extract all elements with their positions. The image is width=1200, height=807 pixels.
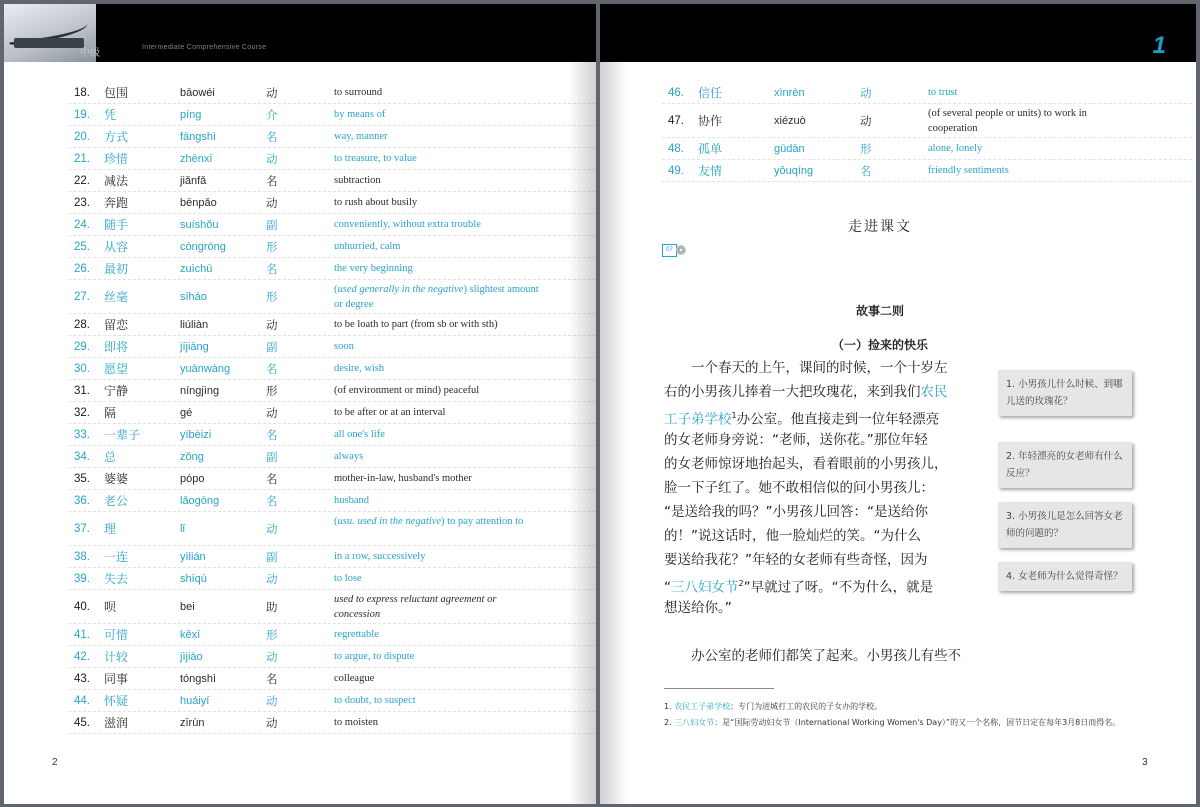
paragraph-line: 要送给我花？”年轻的女老师有些奇怪，因为 <box>664 552 928 568</box>
vocab-hanzi: 怀疑 <box>104 694 129 708</box>
vocab-part-of-speech: 形 <box>266 240 278 254</box>
vocab-hanzi: 计较 <box>104 650 129 664</box>
vocab-pinyin: yǒuqíng <box>774 165 814 177</box>
vocab-definition: subtraction <box>334 175 381 186</box>
vocab-row <box>68 490 596 512</box>
vocab-number: 34. <box>74 451 90 463</box>
right-page <box>600 4 1196 804</box>
cd-icon <box>676 245 686 255</box>
vocab-pinyin: yuànwàng <box>180 363 231 375</box>
vocab-part-of-speech: 动 <box>266 650 278 664</box>
vocab-number: 46. <box>668 87 684 99</box>
question-box: 1. 小男孩儿什么时候、到哪儿送的玫瑰花？ <box>998 370 1132 416</box>
vocab-number: 36. <box>74 495 90 507</box>
vocab-definition: (used generally in the negative) slightest amount or degree <box>334 284 539 310</box>
vocab-row <box>662 104 1192 138</box>
vocab-hanzi: 愿望 <box>104 362 129 376</box>
vocab-definition: by means of <box>334 109 386 120</box>
glossed-term: 工子弟学校 <box>664 411 732 428</box>
vocab-part-of-speech: 动 <box>266 572 278 586</box>
vocab-pinyin: bāowéi <box>180 87 215 99</box>
vocab-hanzi: 一连 <box>104 550 129 564</box>
paragraph-line: 办公室的老师们都笑了起来。小男孩儿有些不 <box>664 648 961 664</box>
vocab-number: 21. <box>74 153 90 165</box>
vocab-row <box>68 104 596 126</box>
paragraph-line: 的女老师身旁说：“老师，送你花。”那位年轻 <box>664 432 928 448</box>
vocab-row <box>68 690 596 712</box>
vocab-number: 47. <box>668 115 684 127</box>
vocab-number: 33. <box>74 429 90 441</box>
vocab-definition: to doubt, to suspect <box>334 695 416 706</box>
vocab-hanzi: 奔跑 <box>104 196 129 210</box>
vocab-pinyin: yíbèizi <box>180 429 212 441</box>
vocab-hanzi: 理 <box>104 522 117 536</box>
vocab-pinyin: lǎogōng <box>180 495 220 507</box>
vocab-hanzi: 丝毫 <box>104 290 129 304</box>
vocab-part-of-speech: 动 <box>860 114 872 128</box>
vocab-row <box>662 160 1192 182</box>
vocab-number: 22. <box>74 175 90 187</box>
vocab-pinyin: shīqù <box>180 573 207 585</box>
vocab-part-of-speech: 副 <box>266 340 278 354</box>
vocab-pinyin: jíjiāng <box>180 341 209 353</box>
vocab-hanzi: 从容 <box>104 240 129 254</box>
vocab-pinyin: suíshǒu <box>180 219 219 231</box>
vocab-number: 42. <box>74 651 90 663</box>
vocab-hanzi: 一辈子 <box>104 428 141 442</box>
vocab-part-of-speech: 副 <box>266 218 278 232</box>
vocab-hanzi: 总 <box>104 450 117 464</box>
vocab-pinyin: zīrùn <box>180 717 205 729</box>
vocab-number: 31. <box>74 385 90 397</box>
vocab-part-of-speech: 形 <box>266 628 278 642</box>
vocab-pinyin: zuìchū <box>180 263 213 275</box>
vocab-definition: colleague <box>334 673 375 684</box>
vocab-pinyin: xìnrèn <box>774 87 805 99</box>
vocab-definition: to treasure, to value <box>334 153 417 164</box>
vocab-definition: to rush about busily <box>334 197 418 208</box>
vocab-pinyin: jiǎnfǎ <box>180 175 207 187</box>
vocab-hanzi: 珍惜 <box>104 152 129 166</box>
vocab-hanzi: 可惜 <box>104 628 129 642</box>
vocab-pinyin: píng <box>180 109 202 121</box>
vocab-pinyin: zǒng <box>180 451 204 463</box>
vocab-definition: (of several people or units) to work in cooperation <box>928 108 1087 134</box>
header-bar-right <box>600 4 1196 62</box>
vocab-definition: unhurried, calm <box>334 241 401 252</box>
vocab-number: 30. <box>74 363 90 375</box>
vocab-definition: desire, wish <box>334 363 385 374</box>
vocab-part-of-speech: 名 <box>266 362 278 376</box>
vocab-row <box>68 192 596 214</box>
story-title: 故事二则 <box>855 304 904 318</box>
footnote-term: 农民工子弟学校 <box>674 702 731 711</box>
paragraph-line: “三八妇女节$^2$”早就过了呀。“不为什么，就是 <box>664 579 934 596</box>
vocab-pinyin: gūdān <box>774 143 805 155</box>
vocab-pinyin: níngjìng <box>180 385 220 397</box>
vocab-row <box>68 646 596 668</box>
vocab-definition: used to express reluctant agreement or concession <box>334 594 497 620</box>
vocab-definition: to lose <box>334 573 362 584</box>
vocab-part-of-speech: 动 <box>266 694 278 708</box>
vocab-hanzi: 最初 <box>104 262 129 276</box>
paragraph-line: 脸一下子红了。她不敢相信似的问小男孩儿： <box>664 480 934 496</box>
vocab-definition: alone, lonely <box>928 143 983 154</box>
vocab-row <box>662 82 1192 104</box>
vocab-hanzi: 包围 <box>104 86 129 100</box>
vocab-number: 44. <box>74 695 90 707</box>
vocab-hanzi: 宁静 <box>104 384 129 398</box>
vocab-hanzi: 失去 <box>104 572 129 586</box>
vocab-pinyin: zhēnxī <box>180 153 213 165</box>
vocab-definition: to be loath to part (from sb or with sth) <box>334 319 498 330</box>
vocab-part-of-speech: 介 <box>266 108 278 122</box>
vocab-row <box>68 236 596 258</box>
vocab-part-of-speech: 动 <box>266 716 278 730</box>
vocab-number: 38. <box>74 551 90 563</box>
vocab-hanzi: 老公 <box>104 494 129 508</box>
vocab-number: 43. <box>74 673 90 685</box>
vocab-hanzi: 友情 <box>698 164 723 178</box>
vocab-number: 25. <box>74 241 90 253</box>
vocab-hanzi: 隔 <box>104 406 117 420</box>
vocab-row <box>68 126 596 148</box>
vocab-number: 45. <box>74 717 90 729</box>
vocab-number: 20. <box>74 131 90 143</box>
vocab-part-of-speech: 形 <box>266 290 278 304</box>
vocab-part-of-speech: 名 <box>266 262 278 276</box>
vocab-row <box>68 380 596 402</box>
vocab-definition: the very beginning <box>334 263 413 274</box>
paragraph-line: 的女老师惊讶地抬起头，看着眼前的小男孩儿， <box>664 456 948 472</box>
vocab-row <box>68 258 596 280</box>
vocab-part-of-speech: 动 <box>266 318 278 332</box>
vocab-pinyin: fāngshì <box>180 131 217 143</box>
vocab-part-of-speech: 名 <box>266 130 278 144</box>
page-number-left: 2 <box>52 757 58 768</box>
vocab-part-of-speech: 副 <box>266 550 278 564</box>
vocab-part-of-speech: 动 <box>266 86 278 100</box>
vocab-number: 18. <box>74 87 90 99</box>
paragraph-line: 一个春天的上午，课间的时候，一个十岁左 <box>664 360 948 376</box>
vocab-part-of-speech: 形 <box>860 142 872 156</box>
footnote: 2. 三八妇女节：是“国际劳动妇女节（International Working Women's Day）”的又一个名称，因节日定在每年3月8日而得名。 <box>664 718 1121 727</box>
vocab-row <box>68 512 596 546</box>
paragraph-line: 的！”说这话时，他一脸灿烂的笑。“为什么 <box>664 528 921 544</box>
vocab-row <box>68 402 596 424</box>
vocab-part-of-speech: 动 <box>266 152 278 166</box>
vocab-pinyin: tóngshì <box>180 673 217 685</box>
vocab-row <box>68 170 596 192</box>
paragraph-line: 工子弟学校$^1$办公室。他直接走到一位年轻漂亮 <box>664 411 940 428</box>
vocab-pinyin: pópo <box>180 473 205 485</box>
vocab-part-of-speech: 动 <box>266 196 278 210</box>
vocab-part-of-speech: 名 <box>860 164 872 178</box>
vocab-pinyin: sīháo <box>180 291 207 303</box>
paragraph-line: “是送给我的吗？”小男孩儿回答：“是送给你 <box>664 504 928 520</box>
vocab-pinyin: jìjiào <box>180 651 203 663</box>
book-title-en: Intermediate Comprehensive Course <box>142 44 267 51</box>
vocab-row <box>68 358 596 380</box>
lesson-number: 1 <box>1152 32 1166 59</box>
vocab-number: 29. <box>74 341 90 353</box>
vocab-number: 28. <box>74 319 90 331</box>
vocab-row <box>68 214 596 236</box>
footnote: 1. 农民工子弟学校：专门为进城打工的农民的子女办的学校。 <box>664 702 883 711</box>
glossed-term: 三八妇女节 <box>671 579 739 596</box>
vocab-row <box>68 468 596 490</box>
vocab-row <box>68 568 596 590</box>
vocab-number: 24. <box>74 219 90 231</box>
vocab-hanzi: 婆婆 <box>104 472 129 486</box>
vocab-definition: to moisten <box>334 717 379 728</box>
vocab-number: 32. <box>74 407 90 419</box>
vocab-part-of-speech: 形 <box>266 384 278 398</box>
vocab-definition: to be after or at an interval <box>334 407 446 418</box>
book-title-cn: 中级 <box>80 48 100 59</box>
vocab-hanzi: 滋润 <box>104 716 129 730</box>
vocab-row <box>68 546 596 568</box>
vocab-pinyin: liúliàn <box>180 319 209 331</box>
vocab-row <box>68 590 596 624</box>
vocab-definition: always <box>334 451 364 462</box>
glossed-term: 农民 <box>920 384 948 400</box>
vocab-number: 35. <box>74 473 90 485</box>
vocab-pinyin: gé <box>180 407 193 419</box>
vocab-row <box>68 314 596 336</box>
vocab-part-of-speech: 动 <box>266 406 278 420</box>
left-page <box>4 4 596 804</box>
vocab-part-of-speech: 名 <box>266 472 278 486</box>
section-title: 走进课文 <box>848 219 912 235</box>
vocab-part-of-speech: 副 <box>266 450 278 464</box>
question-box: 2. 年轻漂亮的女老师有什么反应？ <box>998 442 1132 488</box>
page-number-right: 3 <box>1142 757 1148 768</box>
footnote-term: 三八妇女节 <box>674 718 715 727</box>
vocab-hanzi: 留恋 <box>104 318 129 332</box>
header-bar-left <box>4 4 596 62</box>
vocab-number: 40. <box>74 601 90 613</box>
vocab-row <box>68 624 596 646</box>
vocab-row <box>662 138 1192 160</box>
footnote-ref: 2 <box>738 579 744 588</box>
vocab-number: 39. <box>74 573 90 585</box>
vocab-part-of-speech: 名 <box>266 174 278 188</box>
vocab-hanzi: 协作 <box>698 114 723 128</box>
vocab-row <box>68 280 596 314</box>
vocab-definition: in a row, successively <box>334 551 426 562</box>
vocab-pinyin: kěxī <box>180 629 201 641</box>
vocab-definition: to trust <box>928 87 958 98</box>
footnote-rule <box>664 688 774 689</box>
vocab-part-of-speech: 名 <box>266 672 278 686</box>
vocab-definition: regrettable <box>334 629 379 640</box>
vocab-hanzi: 减法 <box>104 174 129 188</box>
vocab-hanzi: 方式 <box>104 130 129 144</box>
vocab-part-of-speech: 助 <box>266 600 278 614</box>
question-box: 4. 女老师为什么觉得奇怪？ <box>998 562 1132 591</box>
vocab-definition: way, manner <box>334 131 388 142</box>
vocab-hanzi: 即将 <box>104 340 129 354</box>
vocab-hanzi: 随手 <box>104 218 129 232</box>
vocab-definition: all one's life <box>334 429 385 440</box>
vocab-definition: to surround <box>334 87 383 98</box>
vocab-row <box>68 82 596 104</box>
vocab-pinyin: bei <box>180 601 195 613</box>
vocab-number: 49. <box>668 165 684 177</box>
vocab-pinyin: cóngróng <box>180 241 226 253</box>
vocab-pinyin: xiézuò <box>774 115 806 127</box>
vocab-definition: (of environment or mind) peaceful <box>334 385 480 396</box>
vocab-part-of-speech: 名 <box>266 494 278 508</box>
vocab-part-of-speech: 动 <box>860 86 872 100</box>
vocab-pinyin: bēnpǎo <box>180 197 217 209</box>
vocab-part-of-speech: 动 <box>266 522 278 536</box>
audio-track-icon[interactable] <box>662 243 686 259</box>
vocab-pinyin: huáiyí <box>180 695 210 707</box>
vocab-row <box>68 424 596 446</box>
vocab-number: 41. <box>74 629 90 641</box>
vocab-row <box>68 446 596 468</box>
vocab-pinyin: yìlián <box>180 551 206 563</box>
vocab-row <box>68 668 596 690</box>
audio-track-number: 07 <box>662 244 677 257</box>
vocab-row <box>68 336 596 358</box>
vocab-number: 37. <box>74 523 90 535</box>
vocab-row <box>68 148 596 170</box>
vocab-row <box>68 712 596 734</box>
vocab-definition: to argue, to dispute <box>334 651 415 662</box>
story-subtitle: （一）捡来的快乐 <box>831 338 928 352</box>
vocab-definition: soon <box>334 341 354 352</box>
paragraph-line: 右的小男孩儿捧着一大把玫瑰花，来到我们农民 <box>664 384 948 400</box>
vocab-number: 19. <box>74 109 90 121</box>
vocab-number: 27. <box>74 291 90 303</box>
vocab-hanzi: 信任 <box>698 86 723 100</box>
vocab-definition: (usu. used in the negative) to pay attention to <box>334 516 524 527</box>
paragraph-line: 想送给你。” <box>664 600 732 616</box>
vocab-number: 26. <box>74 263 90 275</box>
vocab-number: 48. <box>668 143 684 155</box>
vocab-definition: conveniently, without extra trouble <box>334 219 481 230</box>
footnote-ref: 1 <box>731 411 737 420</box>
vocab-hanzi: 呗 <box>104 600 117 614</box>
question-box: 3. 小男孩儿是怎么回答女老师的问题的？ <box>998 502 1132 548</box>
vocab-hanzi: 凭 <box>104 108 117 122</box>
vocab-part-of-speech: 名 <box>266 428 278 442</box>
vocab-pinyin: lǐ <box>180 523 185 535</box>
vocab-hanzi: 孤单 <box>698 142 723 156</box>
vocab-definition: mother-in-law, husband's mother <box>334 473 472 484</box>
vocab-number: 23. <box>74 197 90 209</box>
vocab-definition: friendly sentiments <box>928 165 1009 176</box>
vocab-definition: husband <box>334 495 369 506</box>
vocab-hanzi: 同事 <box>104 672 129 686</box>
